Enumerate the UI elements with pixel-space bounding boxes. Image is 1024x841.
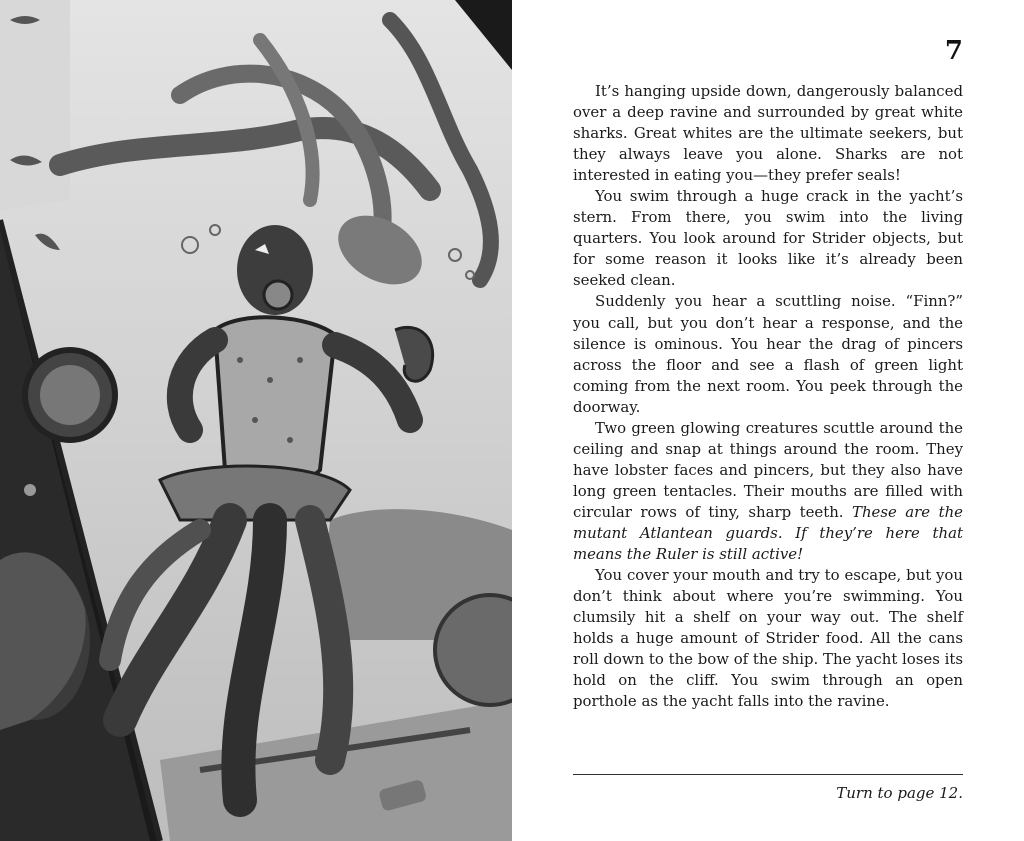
paragraph-1: It’s hanging upside down, dangerously balanced over a deep ravine and surrounded by great white sharks. Great whites are the ultimate seekers, but they always leave you alone. Sharks are not interested in eating you—they prefer seals! <box>573 82 963 185</box>
paragraph-2: You swim through a huge crack in the yacht’s stern. From there, you swim into the living quarters. You look around for Strider objects, but for some reason it looks like it’s already been seeked clean. <box>573 187 963 290</box>
footer-divider <box>573 774 963 775</box>
text-page <box>512 0 1024 841</box>
page-number: 7 <box>944 36 963 66</box>
paragraph-3: Suddenly you hear a scuttling noise. “Finn?” you call, but you don’t hear a response, and the silence is ominous. You hear the drag of pincers across the floor and see a flash of green light coming from the next room. You peek through the doorway. <box>573 292 963 416</box>
story-text <box>573 81 963 712</box>
turn-to-page-link[interactable]: Turn to page 12. <box>836 784 963 802</box>
paragraph-4-text: Two green glowing creatures scuttle around the ceiling and snap at things around the room. They have lobster faces and pincers, but they also have long green tentacles. Their mouths are filled with circular rows of tiny, sharp teeth. <box>573 418 963 521</box>
paragraph-5: You cover your mouth and try to escape, but you don’t think about where you’re swimming. You clumsily hit a shelf on your way out. The shelf holds a huge amount of Strider food. All the cans roll down to the bow of the ship. The yacht loses its hold on the cliff. You swim through an open porthole as the yacht falls into the ravine. <box>573 566 963 711</box>
paragraph-4 <box>573 418 963 565</box>
paragraph-4-italic: These are the mutant Atlantean guards. If they’re here that means the Ruler is still active! <box>573 502 963 564</box>
